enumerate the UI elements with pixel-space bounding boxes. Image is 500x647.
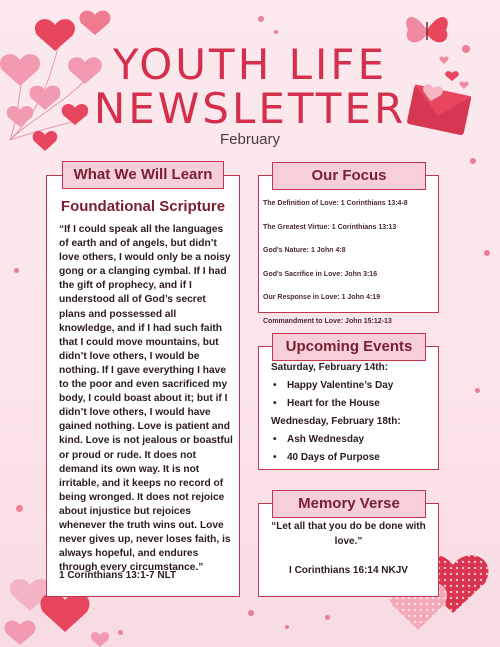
memory-panel-header: Memory Verse: [272, 490, 426, 518]
bullet-icon: •: [273, 380, 277, 391]
confetti-dot: [470, 158, 476, 164]
events-panel-header: Upcoming Events: [272, 333, 426, 361]
events-panel: [258, 346, 439, 470]
confetti-dot: [475, 388, 480, 393]
newsletter-title-line2: NEWSLETTER: [93, 84, 407, 133]
event-item: [273, 452, 380, 463]
event-item-label: 40 Days of Purpose: [287, 452, 380, 463]
bullet-icon: •: [273, 398, 277, 409]
memory-verse-text: “Let all that you do be done with love.”: [271, 521, 426, 547]
focus-item: God's Nature: 1 John 4:8: [263, 247, 346, 254]
scripture-reference: 1 Corinthians 13:1-7 NLT: [59, 570, 177, 581]
confetti-dot: [484, 250, 490, 256]
learn-panel: [46, 175, 240, 597]
bullet-icon: •: [273, 434, 277, 445]
confetti-dot: [16, 505, 23, 512]
confetti-dot: [258, 16, 264, 22]
focus-panel: [258, 175, 439, 325]
confetti-dot: [14, 268, 19, 273]
event-item-label: Ash Wednesday: [287, 434, 365, 445]
focus-item: Our Response in Love: 1 John 4:19: [263, 294, 381, 301]
focus-list: [263, 198, 434, 339]
event-item: [273, 398, 380, 409]
focus-item: The Definition of Love: 1 Corinthians 13:4-8: [263, 200, 408, 207]
event-date: Saturday, February 14th:: [271, 362, 389, 373]
event-item: [273, 434, 364, 445]
focus-item: The Greatest Virtue: 1 Corinthians 13:13: [263, 223, 397, 231]
newsletter-month: February: [219, 131, 281, 148]
event-date: Wednesday, February 18th:: [271, 416, 401, 427]
event-item-label: Heart for the House: [287, 398, 380, 409]
learn-panel-header: What We Will Learn: [62, 161, 224, 189]
confetti-dot: [118, 630, 123, 635]
scripture-passage: “If I could speak all the languages of earth and of angels, but didn’t love others, I would only be a noisy gong or a clanging cymbal. If I had the gift of prophecy, and if I understood all of God’s secret plans and possessed all knowledge, and if I had such faith that I could move mountains, but didn’t love others, I would be nothing. If I gave everything I have to the poor and even sacrificed my body, I could boast about it; but if I didn’t love others, I would have gained nothing. Love is patient and kind. Love is not jealous or boastful or proud or rude. It does not demand its own way. It is not irritable, and it keeps no record of being wronged. It does not rejoice about injustice but rejoices whenever the truth wins out. Love never gives up, never loses faith, is always hopeful, and endures through every circumstance.”: [59, 224, 233, 574]
focus-item: Commandment to Love: John 15:12-13: [263, 317, 392, 325]
confetti-dot: [325, 615, 330, 620]
event-item: [273, 380, 393, 391]
focus-item: God's Sacrifice in Love: John 3:16: [263, 270, 378, 278]
confetti-dot: [248, 610, 254, 616]
bullet-icon: •: [273, 452, 277, 463]
memory-verse-reference: I Corinthians 16:14 NKJV: [289, 565, 408, 576]
event-item-label: Happy Valentine’s Day: [287, 380, 394, 391]
confetti-dot: [285, 625, 289, 629]
scripture-heading: Foundational Scripture: [60, 198, 226, 215]
newsletter-title-line1: YOUTH LIFE: [112, 40, 388, 89]
confetti-dot: [274, 30, 278, 34]
focus-panel-header: Our Focus: [272, 162, 426, 190]
